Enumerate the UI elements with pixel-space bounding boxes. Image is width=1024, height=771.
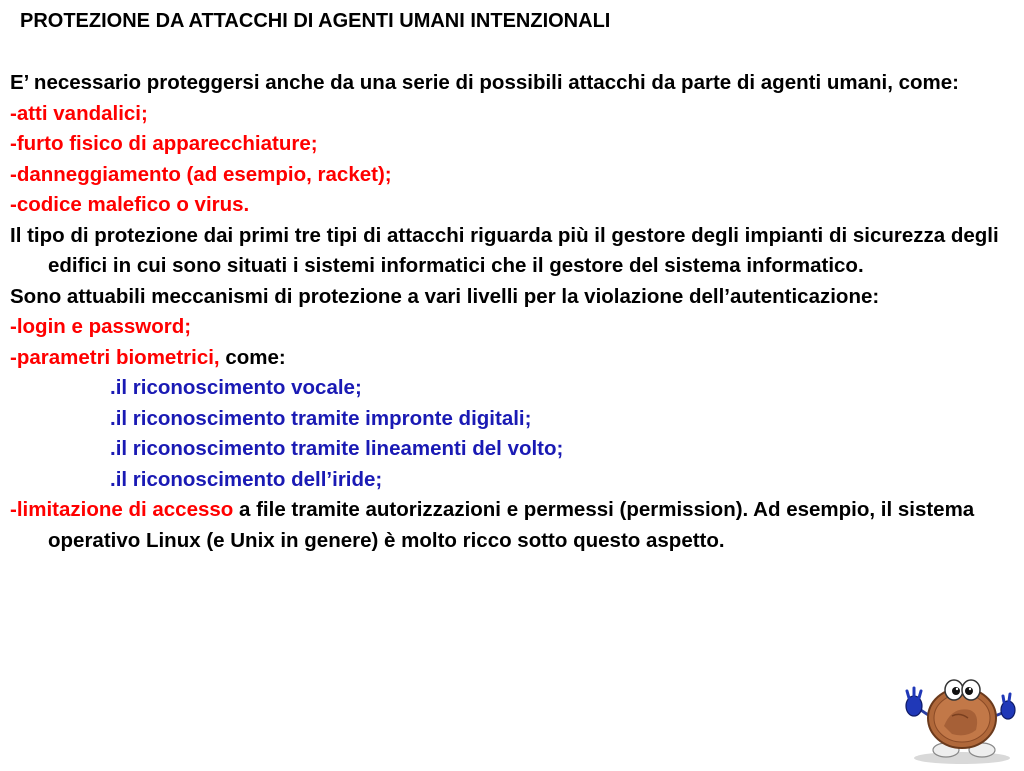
attack-item-vandalism: -atti vandalici; (10, 101, 148, 125)
penny-cartoon-icon (900, 676, 1016, 766)
mechanisms-intro-paragraph: Sono attuabili meccanismi di protezione a vari livelli per la violazione dell’autenticazione: (10, 284, 880, 308)
attack-item-damage: -danneggiamento (ad esempio, racket); (10, 162, 392, 186)
biometric-item-highlight: -parametri biometrici, (10, 345, 220, 369)
slide-body (10, 68, 1010, 556)
attack-item-theft: -furto fisico di apparecchiature; (10, 132, 318, 155)
access-item-text: a file tramite autorizzazioni e permessi (permission). Ad esempio, il sistema operativo Linux (e Unix in genere) è molto ricco sotto questo aspetto. (48, 498, 975, 552)
intro-paragraph: E’ necessario proteggersi anche da una serie di possibili attacchi da parte di agenti umani, come: (10, 71, 959, 94)
biometric-item (10, 343, 1010, 374)
biometric-item-suffix: come: (219, 345, 286, 369)
biometric-subitem-iris: .il riconoscimento dell’iride; (110, 467, 383, 491)
biometric-subitem-voice: .il riconoscimento vocale; (110, 376, 362, 399)
login-item: -login e password; (10, 315, 192, 338)
biometric-subitem-fingerprint: .il riconoscimento tramite impronte digitali; (110, 406, 532, 430)
protection-paragraph: Il tipo di protezione dai primi tre tipi di attacchi riguarda più il gestore degli impianti di sicurezza degli edifici in cui sono situati i sistemi informatici che il gestore del sistema informatico. (10, 223, 999, 277)
slide-title: PROTEZIONE DA ATTACCHI DI AGENTI UMANI INTENZIONALI (20, 10, 611, 32)
access-item (10, 495, 1010, 556)
access-item-highlight: -limitazione di accesso (10, 498, 234, 521)
biometric-subitem-face: .il riconoscimento tramite lineamenti del volto; (110, 437, 564, 460)
attack-item-malware: -codice malefico o virus. (10, 193, 250, 216)
